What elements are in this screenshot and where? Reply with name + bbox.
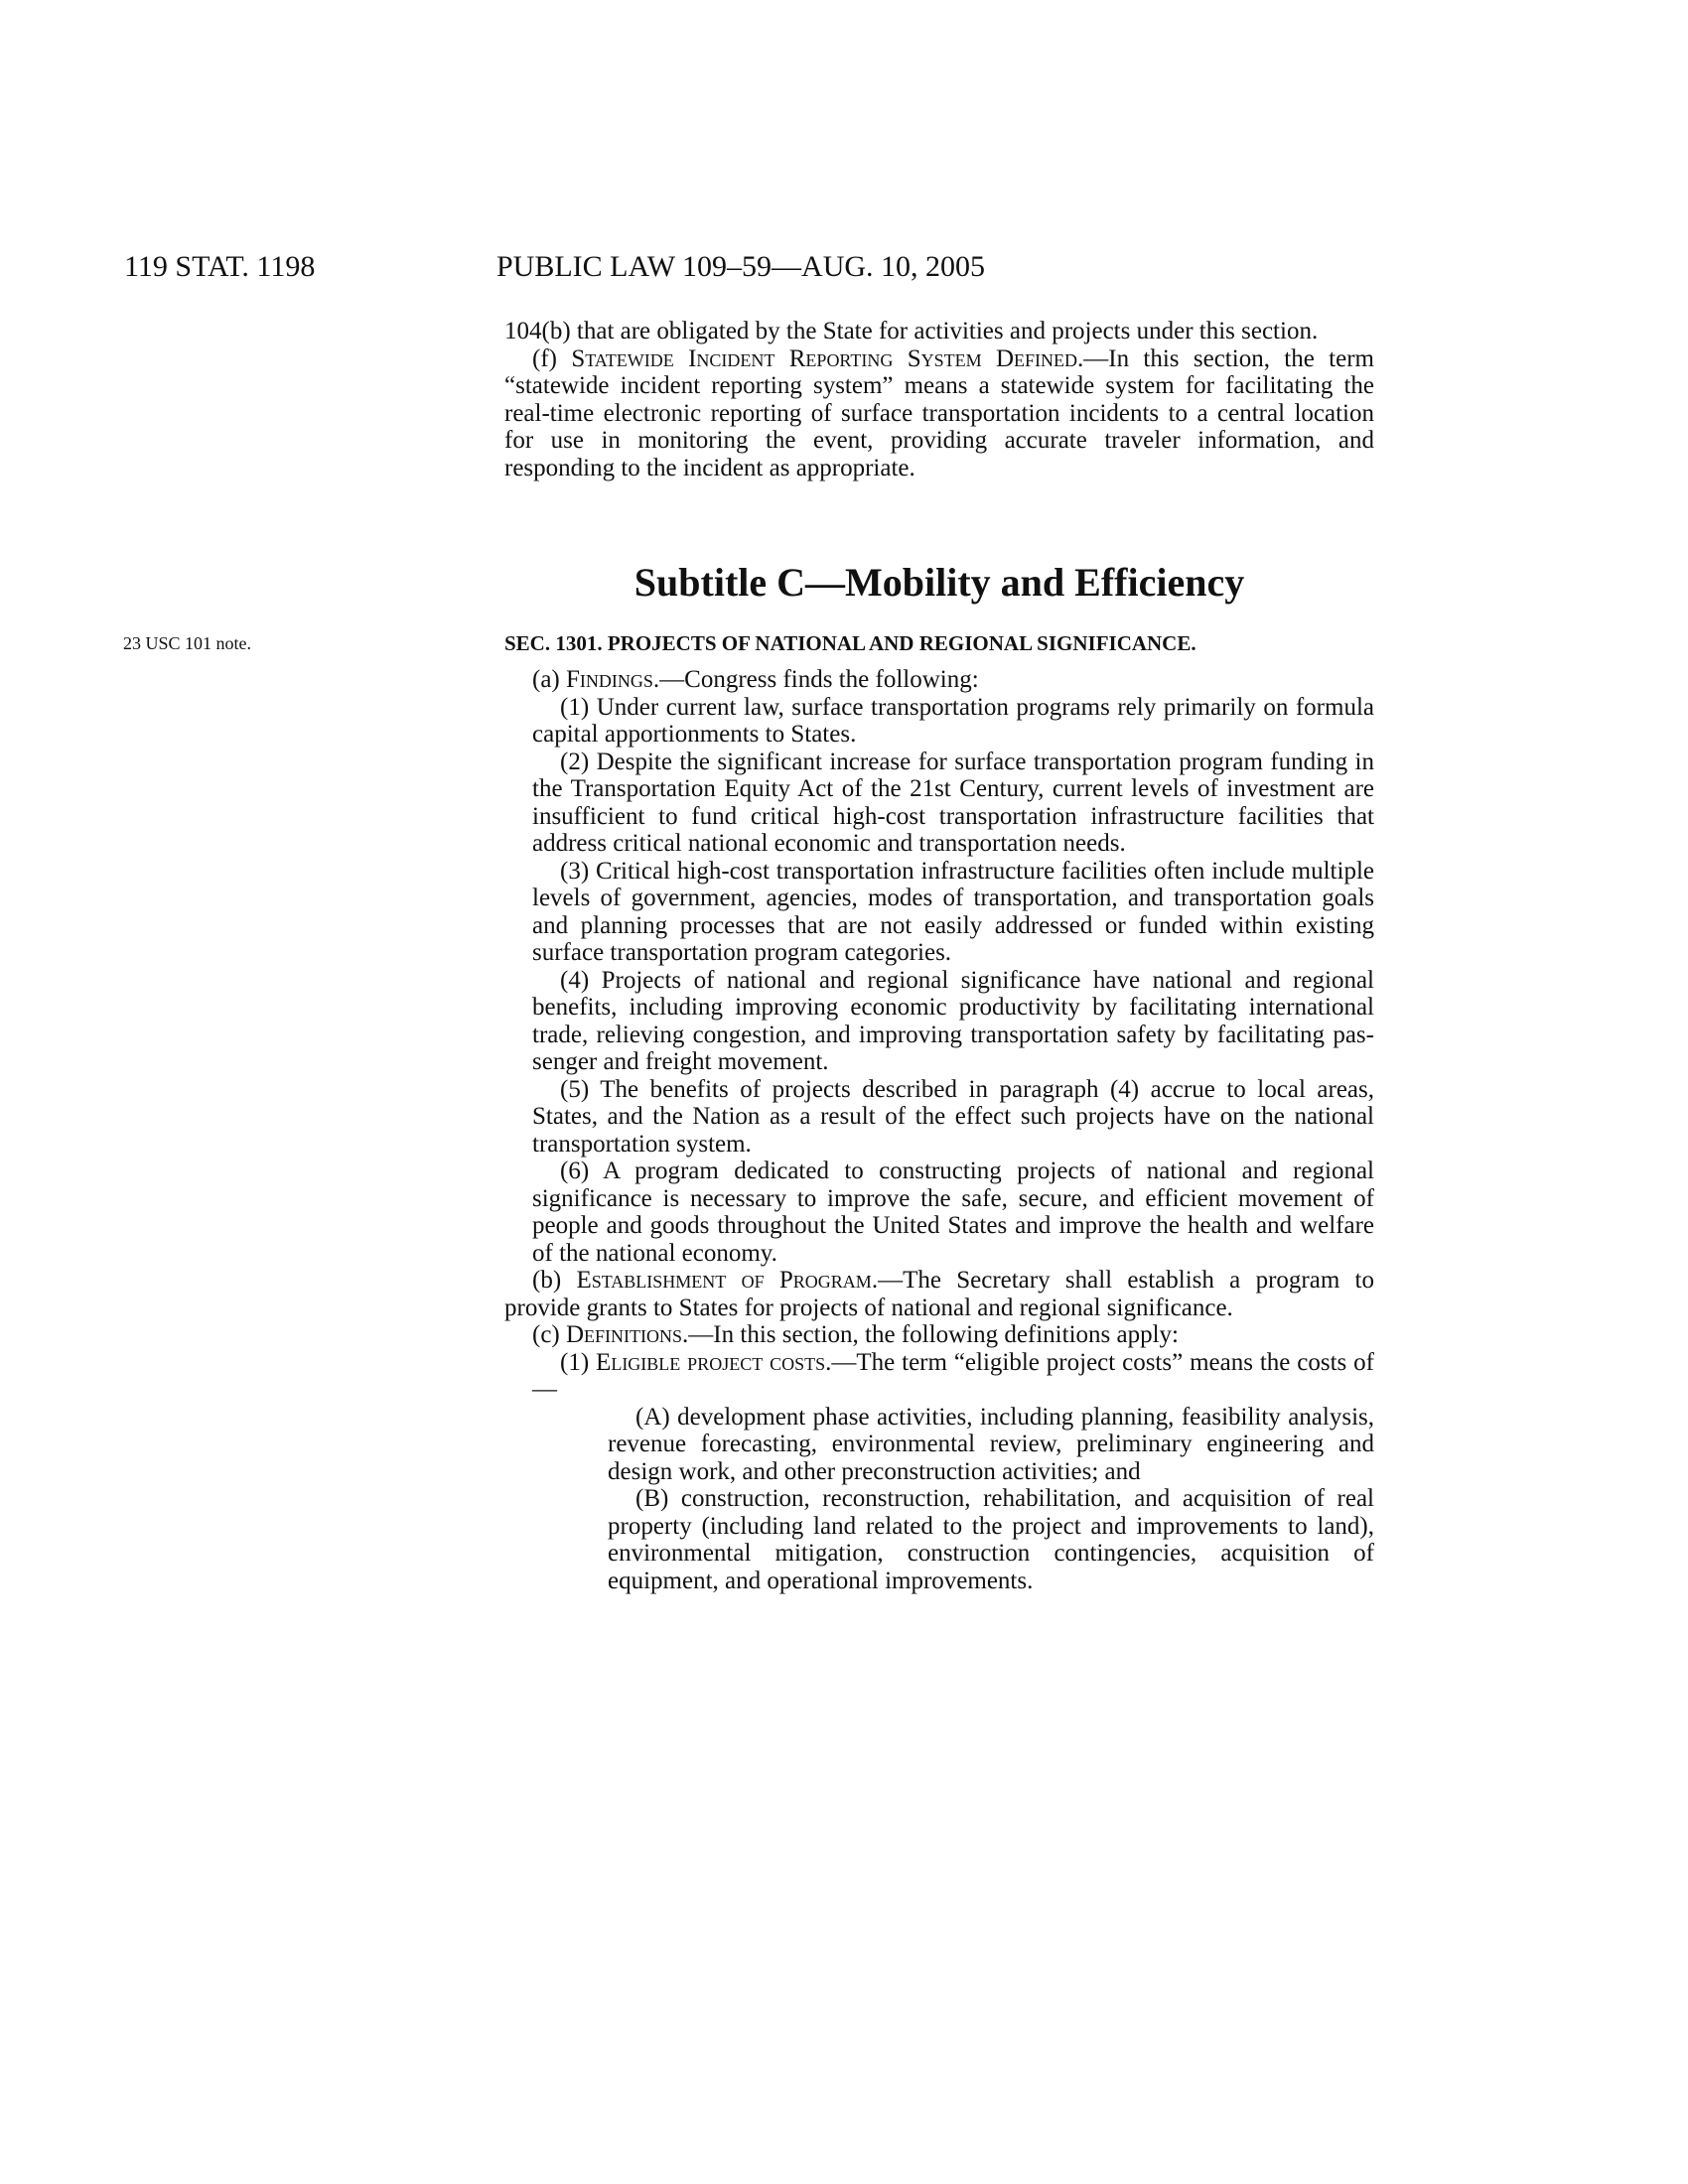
stat-page-number: 119 STAT. 1198 [124, 250, 316, 283]
subsection-a-heading: Findings [566, 666, 653, 693]
finding-paragraph: (1) Under current law, surface transportation programs rely primarily on formula capital apportionments to States. [532, 693, 1374, 748]
subsection-c-text: .—In this section, the following definitions apply: [682, 1321, 1179, 1348]
finding-paragraph: (2) Despite the significant increase for surface transportation program funding in the Transportation Equity Act of the 21st Century, current levels of investment are insufficient to fund critical high-cost transportation infrastructure facilities that address critical national economic and transportation needs. [532, 748, 1374, 857]
page-header [0, 250, 1688, 290]
subtitle-heading: Subtitle C—Mobility and Efficiency [633, 560, 1245, 605]
subsection-c-heading: Definitions [566, 1321, 683, 1348]
subsection-a-text: .—Congress finds the following: [652, 666, 979, 693]
subsection-f-label: (f) [532, 344, 572, 372]
subsection-c [504, 1321, 1374, 1349]
subsection-b-text: .—The Secretary shall establish a program to provide grants to States for projects of national and regional significance. [504, 1267, 1375, 1321]
definition-1-heading: Eligible project costs [596, 1348, 826, 1376]
definition-item: (A) development phase activities, including planning, feasibility analysis, revenue forecasting, environmental review, preliminary engineering and design work, and other preconstruction activities; and [608, 1403, 1374, 1485]
subsection-b [504, 1267, 1374, 1321]
continued-paragraph: 104(b) that are obligated by the State for activities and projects under this section. [504, 318, 1319, 344]
subsection-b-label: (b) [532, 1267, 577, 1294]
subsection-f-heading: Statewide Incident Reporting System Defined [571, 344, 1077, 372]
subsection-c-label: (c) [532, 1321, 566, 1348]
definition-item: (B) construction, reconstruction, rehabilitation, and acquisition of real property (including land related to the project and improvements to land), environmental mitigation, construction contingencies, acquisition of equipment, and operational improvements. [608, 1485, 1374, 1594]
public-law-title: PUBLIC LAW 109–59—AUG. 10, 2005 [496, 250, 986, 283]
margin-note: 23 USC 101 note. [123, 633, 252, 653]
finding-paragraph: (4) Projects of national and regional significance have national and regional benefits, including improving economic productivity by facilitating international trade, relieving congestion, and improving transportation safety by facilitating passenger and freight movement. [532, 966, 1374, 1075]
subsection-f [504, 345, 1374, 482]
finding-paragraph: (5) The benefits of projects described in paragraph (4) accrue to local areas, States, and the Nation as a result of the effect such projects have on the national transportation system. [532, 1075, 1374, 1158]
section-heading: SEC. 1301. PROJECTS OF NATIONAL AND REGIONAL SIGNIFICANCE. [504, 631, 1196, 655]
subsection-a [504, 666, 1374, 694]
definition-1 [504, 1349, 1374, 1404]
subsection-f-text: .—In this section, the term “statewide incident reporting system” means a statewide system for facilitating the real-time electronic reporting of surface transportation incidents to a central location for use in monitoring the event, providing accurate traveler information, and responding to the incident as appropriate. [504, 344, 1374, 481]
definition-1-text: .—The term “eligible project costs” means the costs of— [532, 1348, 1374, 1403]
continuation-block [504, 318, 1374, 481]
section-body [504, 666, 1374, 1594]
definition-1-label: (1) [560, 1348, 597, 1376]
subsection-a-label: (a) [532, 666, 566, 693]
finding-paragraph: (6) A program dedicated to constructing projects of national and regional significance is necessary to improve the safe, secure, and efficient movement of people and goods throughout the United States and improve the health and welfare of the national economy. [532, 1158, 1374, 1267]
finding-paragraph: (3) Critical high-cost transportation infrastructure facilities often include multiple levels of government, agencies, modes of transportation, and transportation goals and planning processes that are not easily addressed or funded within existing surface transportation program categories. [532, 857, 1374, 966]
subsection-b-heading: Establishment of Program [576, 1267, 872, 1294]
